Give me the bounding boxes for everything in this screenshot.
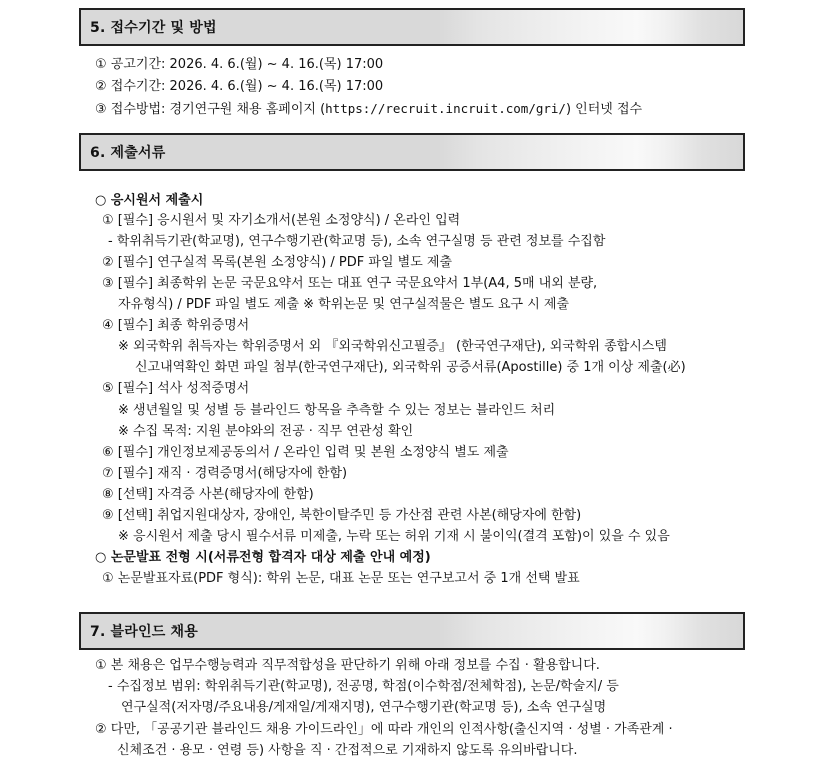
list-item: ① [필수] 응시원서 및 자기소개서(본원 소정양식) / 온라인 입력 [102, 213, 461, 228]
list-item-text: ③ 접수방법: 경기연구원 채용 홈페이지 ( [95, 102, 326, 117]
list-item: - 학위취득기관(학교명), 연구수행기관(학교명 등), 소속 연구실명 등 관련 정보를 수집함 [108, 234, 606, 249]
list-item: 자유형식) / PDF 파일 별도 제출 ※ 학위논문 및 연구실적물은 별도 요구 시 제출 [118, 297, 570, 312]
list-item: ⑦ [필수] 재직 · 경력증명서(해당자에 한함) [102, 466, 348, 481]
section-header-5 [79, 8, 745, 46]
list-item: ① 본 채용은 업무수행능력과 직무적합성을 판단하기 위해 아래 정보를 수집 · 활용합니다. [95, 658, 600, 673]
list-item: ④ [필수] 최종 학위증명서 [102, 318, 250, 333]
list-item: - 수집정보 범위: 학위취득기관(학교명), 전공명, 학점(이수학점/전체학점), 논문/학술지/ 등 [108, 679, 619, 694]
list-item: ※ 응시원서 제출 당시 필수서류 미제출, 누락 또는 허위 기재 시 불이익(결격 포함)이 있을 수 있음 [118, 529, 670, 544]
list-item: ※ 생년월일 및 성별 등 블라인드 항목을 추측할 수 있는 정보는 블라인드 처리 [118, 403, 556, 418]
section-title: 7. 블라인드 채용 [90, 624, 198, 640]
list-item: ⑥ [필수] 개인정보제공동의서 / 온라인 입력 및 본원 소정양식 별도 제출 [102, 445, 509, 460]
list-item: ③ [필수] 최종학위 논문 국문요약서 또는 대표 연구 국문요약서 1부(A4, 5매 내외 분량, [102, 276, 598, 291]
list-item: 신고내역확인 화면 파일 첨부(한국연구재단), 외국학위 공증서류(Apostille) 중 1개 이상 제출(必) [135, 360, 686, 375]
list-item: ② 접수기간: 2026. 4. 6.(월) ~ 4. 16.(목) 17:00 [95, 79, 384, 94]
list-item: ⑤ [필수] 석사 성적증명서 [102, 381, 250, 396]
section-title: 5. 접수기간 및 방법 [90, 20, 217, 36]
list-item: ⑧ [선택] 자격증 사본(해당자에 한함) [102, 487, 314, 502]
section-header-7 [79, 612, 745, 650]
subheading: ○ 응시원서 제출시 [95, 193, 204, 208]
list-item: ⑨ [선택] 취업지원대상자, 장애인, 북한이탈주민 등 가산점 관련 사본(해당자에 한함) [102, 508, 582, 523]
recruit-link[interactable]: https://recruit.incruit.com/gri/ [325, 101, 566, 116]
list-item: ※ 외국학위 취득자는 학위증명서 외 『외국학위신고필증』 (한국연구재단), 외국학위 종합시스템 [118, 339, 667, 354]
list-item: ※ 수집 목적: 지원 분야와의 전공 · 직무 연관성 확인 [118, 424, 414, 439]
list-item [95, 101, 642, 118]
list-item: ② [필수] 연구실적 목록(본원 소정양식) / PDF 파일 별도 제출 [102, 255, 452, 270]
list-item: ① 공고기간: 2026. 4. 6.(월) ~ 4. 16.(목) 17:00 [95, 57, 384, 72]
subheading: ○ 논문발표 전형 시(서류전형 합격자 대상 제출 안내 예정) [95, 550, 431, 565]
section-title: 6. 제출서류 [90, 145, 166, 161]
list-item: 연구실적(저자명/주요내용/게재일/게재지명), 연구수행기관(학교명 등), 소속 연구실명 [121, 700, 607, 715]
list-item: ① 논문발표자료(PDF 형식): 학위 논문, 대표 논문 또는 연구보고서 중 1개 선택 발표 [102, 571, 580, 586]
list-item: 신체조건 · 용모 · 연령 등) 사항을 직 · 간접적으로 기재하지 않도록 유의바랍니다. [117, 743, 578, 758]
section-header-6 [79, 133, 745, 171]
list-item: ② 다만, 「공공기관 블라인드 채용 가이드라인」에 따라 개인의 인적사항(출신지역 · 성별 · 가족관계 · [95, 722, 673, 737]
list-item-text: ) 인터넷 접수 [565, 102, 643, 117]
